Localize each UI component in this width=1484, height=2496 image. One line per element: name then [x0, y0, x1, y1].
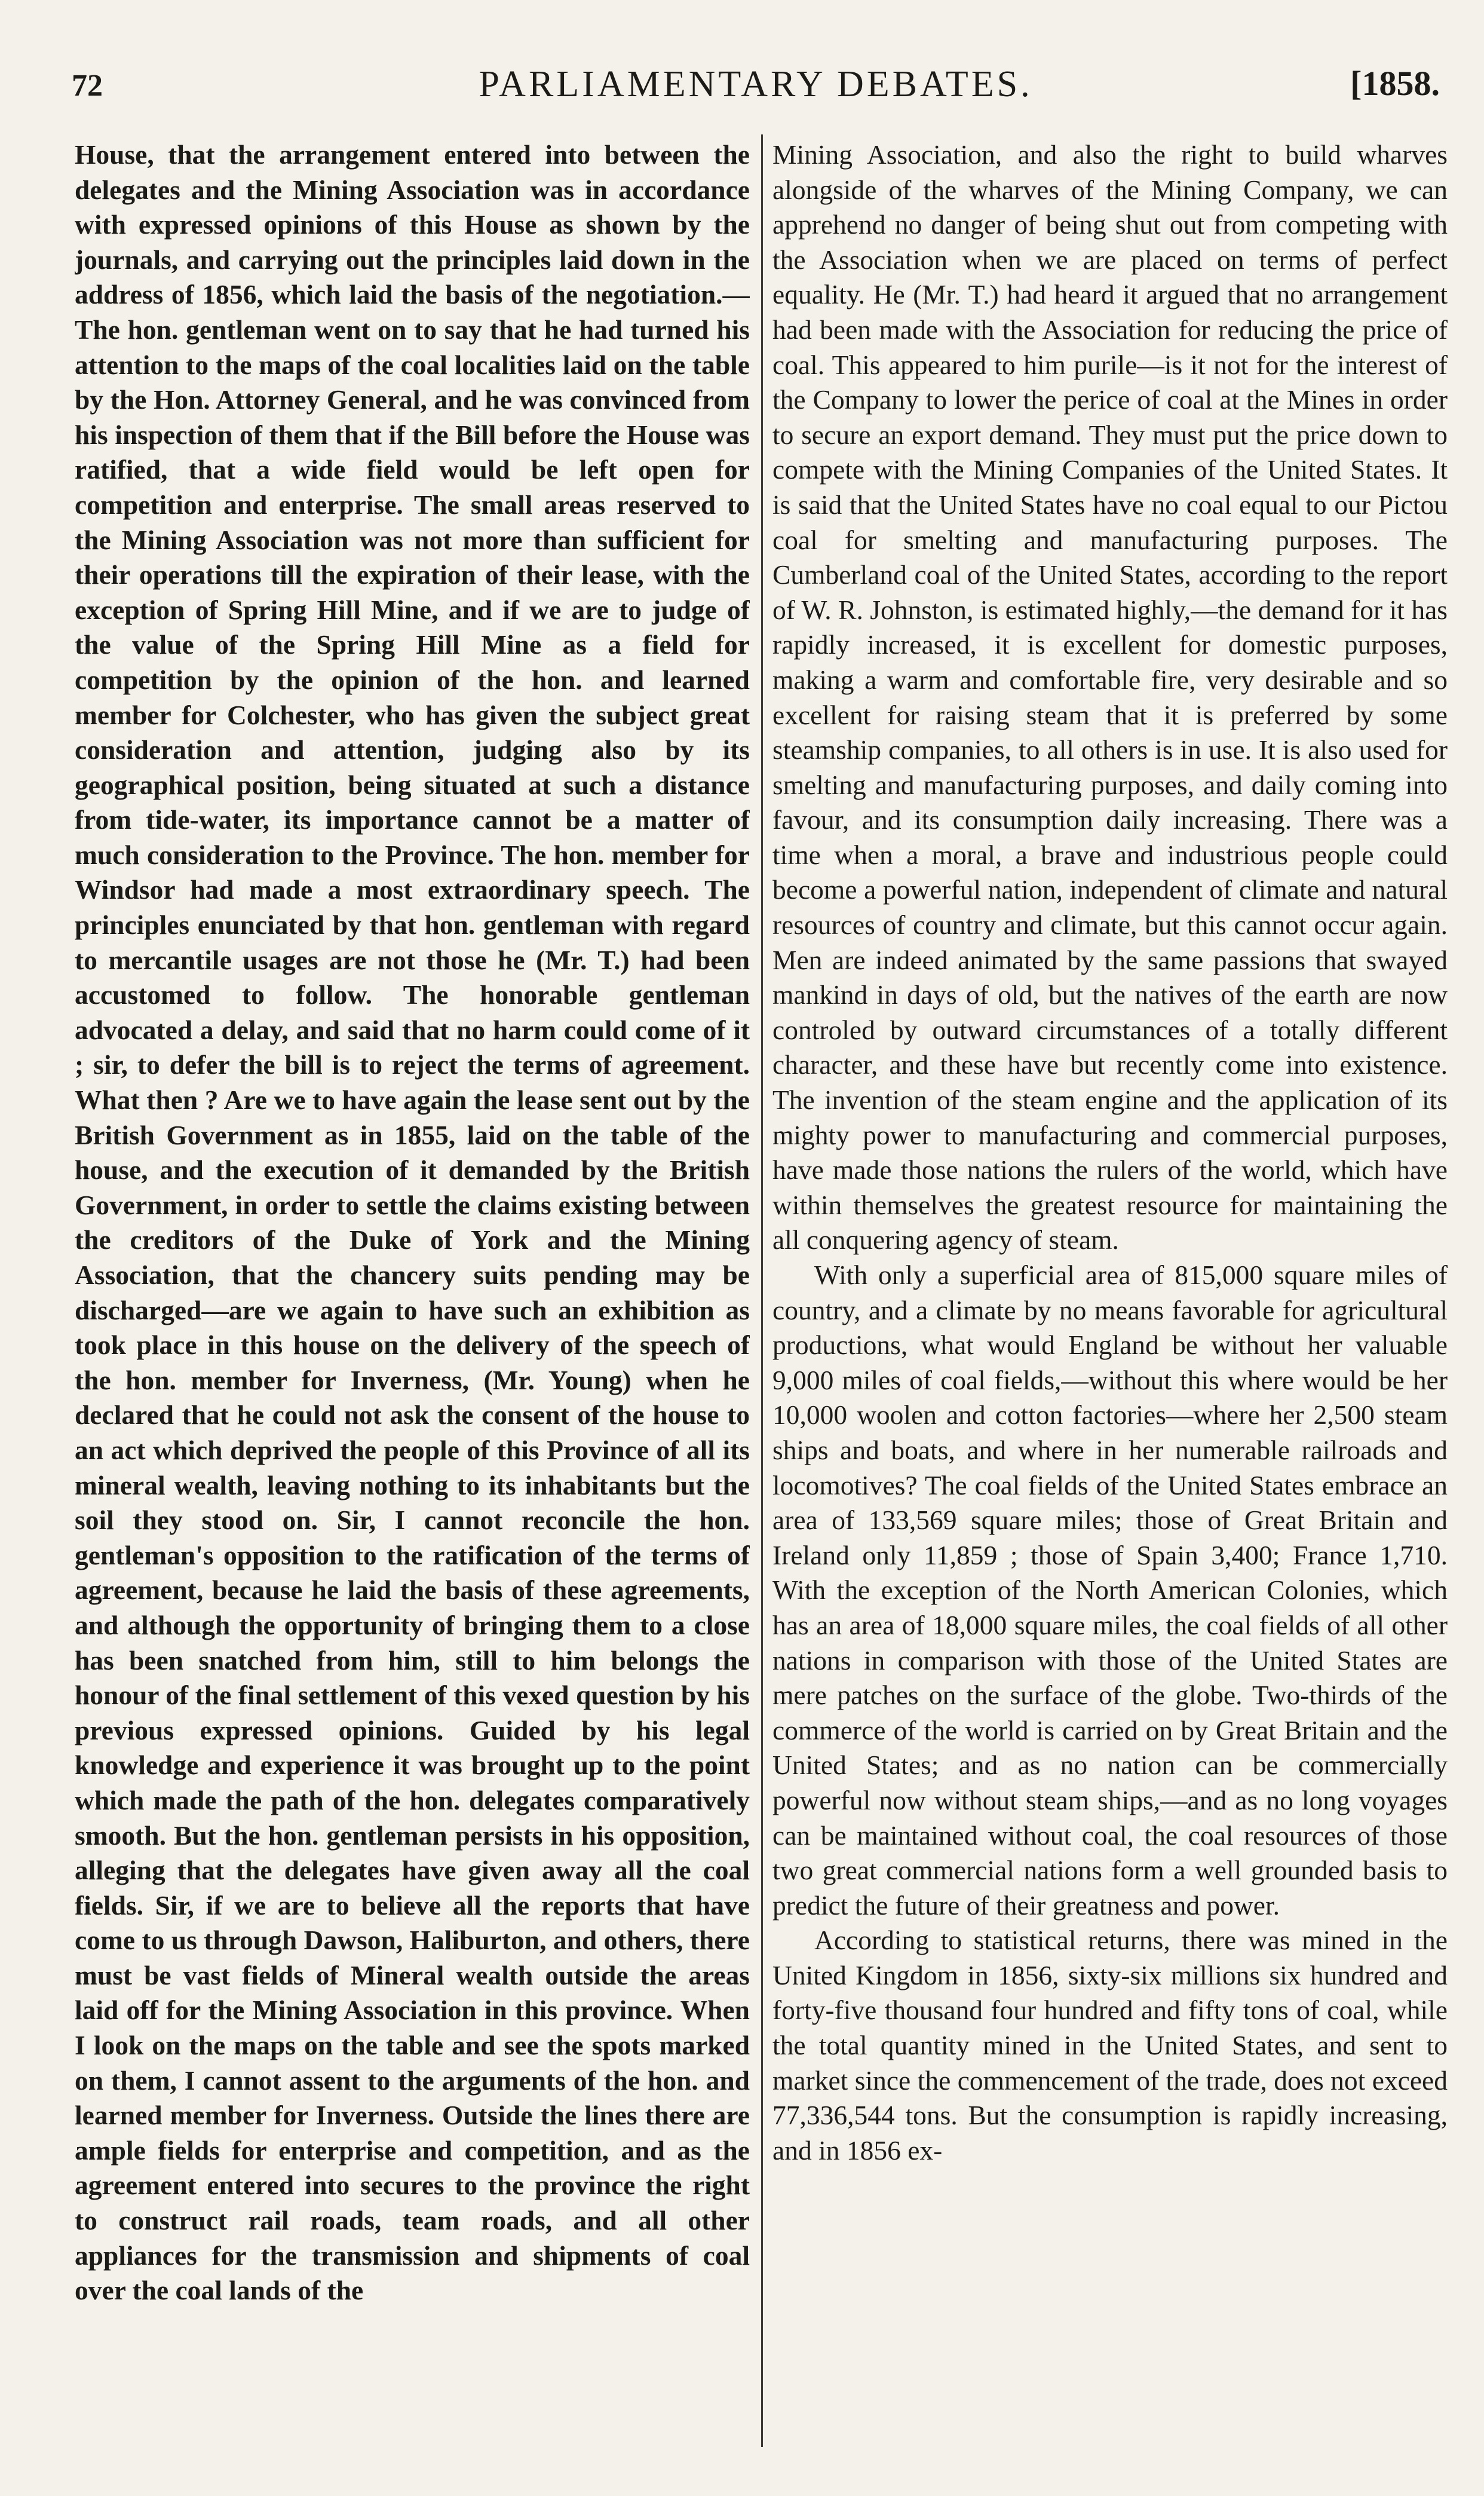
right-paragraph-2: With only a superficial area of 815,000 square miles of country, and a climate by no means favorable for agricultural productions, what would England be without her valuable 9,000 miles of coal fields,—without this where would be her 10,000 woolen and cotton factories—where her 2,500 steam ships and boats, and where in her numerable railroads and locomotives? The coal fields of the United States embrace an area of 133,569 square miles; those of Great Britain and Ireland only 11,859 ; those of Spain 3,400; France 1,710. With the exception of the North American Colonies, which has an area of 18,000 square miles, the coal fields of all other nations in comparison with those of the United States are mere patches on the surface of the globe. Two-thirds of the commerce of the world is carried on by Great Britain and the United States; and as no nation can be commercially powerful now without steam ships,—and as no long voyages can be maintained without coal, the coal resources of those two great commercial nations form a well grounded basis to predict the future of their greatness and power.	[772, 1260, 1448, 1921]
right-paragraph-3: According to statistical returns, there was mined in the United Kingdom in 1856, sixty-six millions six hundred and forty-five thousand four hundred and fifty tons of coal, while the total quantity mined in the United States, and sent to market since the commencement of the trade, does not exceed 77,336,544 tons. But the consumption is rapidly increasing, and in 1856 ex-	[772, 1925, 1448, 2166]
running-title: PARLIAMENTARY DEBATES.	[479, 64, 1033, 105]
column-divider	[761, 134, 763, 2447]
right-column	[772, 137, 1448, 2438]
left-column	[75, 137, 750, 2438]
page-header	[72, 57, 1440, 123]
right-paragraph-1: Mining Association, and also the right to build wharves alongside of the wharves of the Mining Company, we can apprehend no danger of being shut out from competing with the Association when we are placed on terms of perfect equality. He (Mr. T.) had heard it argued that no arrangement had been made with the Association for reducing the price of coal. This appeared to him purile—is it not for the interest of the Company to lower the perice of coal at the Mines in order to secure an export demand. They must put the price down to compete with the Mining Companies of the United States. It is said that the United States have no coal equal to our Pictou coal for smelting and manufacturing purposes. The Cumberland coal of the United States, according to the report of W. R. Johnston, is estimated highly,—the demand for it has rapidly increased, it is excellent for domestic purposes, making a warm and comfortable fire, very desirable and so excellent for raising steam that it is preferred by some steamship companies, to all others is in use. It is also used for smelting and manufacturing purposes, and daily coming into favour, and its consumption daily increasing. There was a time when a moral, a brave and industrious people could become a powerful nation, independent of climate and natural resources of country and climate, but this cannot occur again. Men are indeed animated by the same passions that swayed mankind in days of old, but the natives of the earth are now controled by outward circumstances of a totally different character, and these have but recently come into existence. The invention of the steam engine and the application of its mighty power to manufacturing and commercial purposes, have made those nations the rulers of the world, which have within themselves the greatest resource for maintaining the all conquering agency of steam.	[772, 139, 1448, 1255]
left-paragraph-1: House, that the arrangement entered into between the delegates and the Mining Association was in accordance with expressed opinions of this House as shown by the journals, and carrying out the principles laid down in the address of 1856, which laid the basis of the negotiation.—The hon. gentleman went on to say that he had turned his attention to the maps of the coal localities laid on the table by the Hon. Attorney General, and he was convinced from his inspection of them that if the Bill before the House was ratified, that a wide field would be left open for competition and enterprise. The small areas reserved to the Mining Association was not more than sufficient for their operations till the expiration of their lease, with the exception of Spring Hill Mine, and if we are to judge of the value of the Spring Hill Mine as a field for competition by the opinion of the hon. and learned member for Colchester, who has given the subject great consideration and attention, judging also by its geographical position, being situated at such a distance from tide-water, its importance cannot be a matter of much consideration to the Province. The hon. member for Windsor had made a most extraordinary speech. The principles enunciated by that hon. gentleman with regard to mercantile usages are not those he (Mr. T.) had been accustomed to follow. The honorable gentleman advocated a delay, and said that no harm could come of it ; sir, to defer the bill is to reject the terms of agreement. What then ? Are we to have again the lease sent out by the British Government as in 1855, laid on the table of the house, and the execution of it demanded by the British Government, in order to settle the claims existing between the creditors of the Duke of York and the Mining Association, that the chancery suits pending may be discharged—are we again to have such an exhibition as took place in this house on the delivery of the speech of the hon. member for Inverness, (Mr. Young) when he declared that he could not ask the consent of the house to an act which deprived the people of this Province of all its mineral wealth, leaving nothing to its inhabitants but the soil they stood on. Sir, I cannot reconcile the hon. gentleman's opposition to the ratification of the terms of agreement, because he laid the basis of these agreements, and although the opportunity of bringing them to a close has been snatched from him, still to him belongs the honour of the final settlement of this vexed question by his previous expressed opinions. Guided by his legal knowledge and experience it was brought up to the point which made the path of the hon. delegates comparatively smooth. But the hon. gentleman persists in his opposition, alleging that the delegates have given away all the coal fields. Sir, if we are to believe all the reports that have come to us through Dawson, Haliburton, and others, there must be vast fields of Mineral wealth outside the areas laid off for the Mining Association in this province. When I look on the maps on the table and see the spots marked on them, I cannot assent to the arguments of the hon. and learned member for Inverness. Outside the lines there are ample fields for enterprise and competition, and as the agreement entered into secures to the province the right to construct rail roads, team roads, and all other appliances for the transmission and shipments of coal over the coal lands of the	[75, 139, 750, 2306]
page-year: [1858.	[1350, 64, 1440, 103]
page-number: 72	[72, 69, 103, 103]
